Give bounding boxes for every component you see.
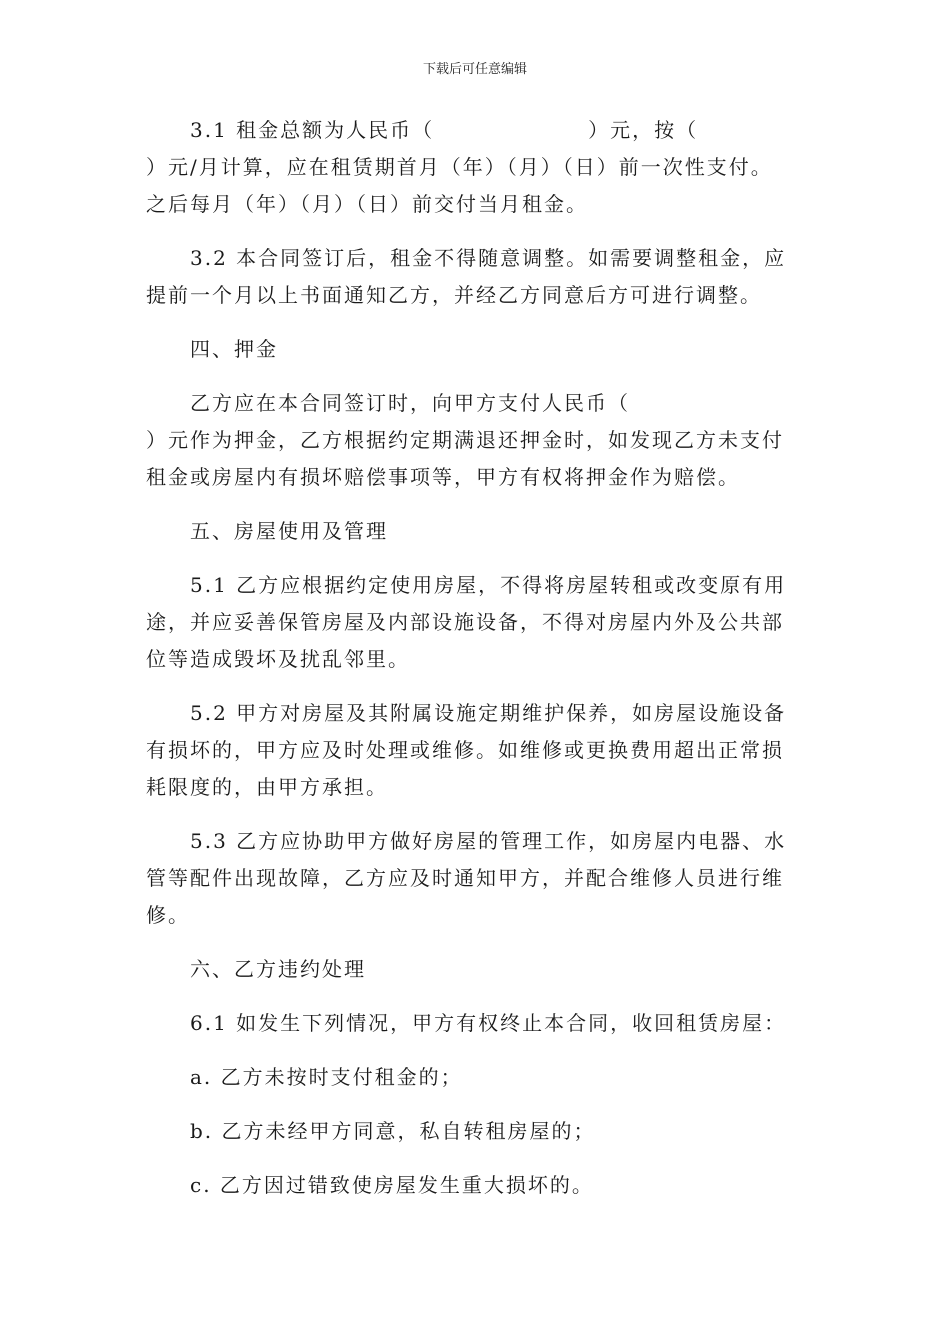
clause-5-2 [146, 695, 806, 806]
clause-3-1-line-1: 3.1 租金总额为人民币（ ）元，按（ [190, 118, 699, 142]
clause-5-2-line-2: 有损坏的，甲方应及时处理或维修。如维修或更换费用超出正常损 [146, 738, 784, 762]
clause-5-3-line-2: 管等配件出现故障，乙方应及时通知甲方，并配合维修人员进行维 [146, 866, 784, 890]
section-heading-deposit: 四、押金 [190, 337, 278, 361]
clause-3-1-line-3: 之后每月（年）（月）（日）前交付当月租金。 [146, 192, 588, 216]
clause-deposit-line-2: ）元作为押金，乙方根据约定期满退还押金时，如发现乙方未支付 [146, 428, 784, 452]
clause-6-1-item-a: a. 乙方未按时支付租金的； [190, 1065, 463, 1089]
clause-3-1 [146, 112, 806, 223]
clause-5-1-line-1: 5.1 乙方应根据约定使用房屋，不得将房屋转租或改变原有用 [190, 573, 787, 597]
section-heading-usage: 五、房屋使用及管理 [190, 519, 388, 543]
clause-6-1: 6.1 如发生下列情况，甲方有权终止本合同，收回租赁房屋： [190, 1011, 787, 1035]
clause-5-1-line-2: 途，并应妥善保管房屋及内部设施设备，不得对房屋内外及公共部 [146, 610, 784, 634]
clause-deposit [146, 385, 806, 496]
clause-5-3-line-3: 修。 [146, 903, 190, 927]
page-header-note: 下载后可任意编辑 [422, 62, 527, 77]
clause-deposit-line-3: 租金或房屋内有损坏赔偿事项等，甲方有权将押金作为赔偿。 [146, 465, 740, 489]
clause-6-1-item-b: b. 乙方未经甲方同意，私自转租房屋的； [190, 1119, 596, 1143]
clause-5-3-line-1: 5.3 乙方应协助甲方做好房屋的管理工作，如房屋内电器、水 [190, 829, 787, 853]
clause-3-1-line-2: ）元/月计算，应在租赁期首月（年）（月）（日）前一次性支付。 [146, 155, 773, 179]
document-body [146, 112, 806, 1221]
clause-5-3 [146, 823, 806, 934]
clause-5-1-line-3: 位等造成毁坏及扰乱邻里。 [146, 647, 410, 671]
clause-5-1 [146, 567, 806, 678]
clause-3-2-line-2: 提前一个月以上书面通知乙方，并经乙方同意后方可进行调整。 [146, 283, 762, 307]
clause-deposit-line-1: 乙方应在本合同签订时，向甲方支付人民币（ [190, 391, 630, 415]
clause-3-2 [146, 240, 806, 314]
section-heading-breach: 六、乙方违约处理 [190, 957, 366, 981]
clause-3-2-line-1: 3.2 本合同签订后，租金不得随意调整。如需要调整租金，应 [190, 246, 787, 270]
clause-6-1-item-c: c. 乙方因过错致使房屋发生重大损坏的。 [190, 1173, 594, 1197]
clause-5-2-line-3: 耗限度的，由甲方承担。 [146, 775, 388, 799]
clause-5-2-line-1: 5.2 甲方对房屋及其附属设施定期维护保养，如房屋设施设备 [190, 701, 787, 725]
